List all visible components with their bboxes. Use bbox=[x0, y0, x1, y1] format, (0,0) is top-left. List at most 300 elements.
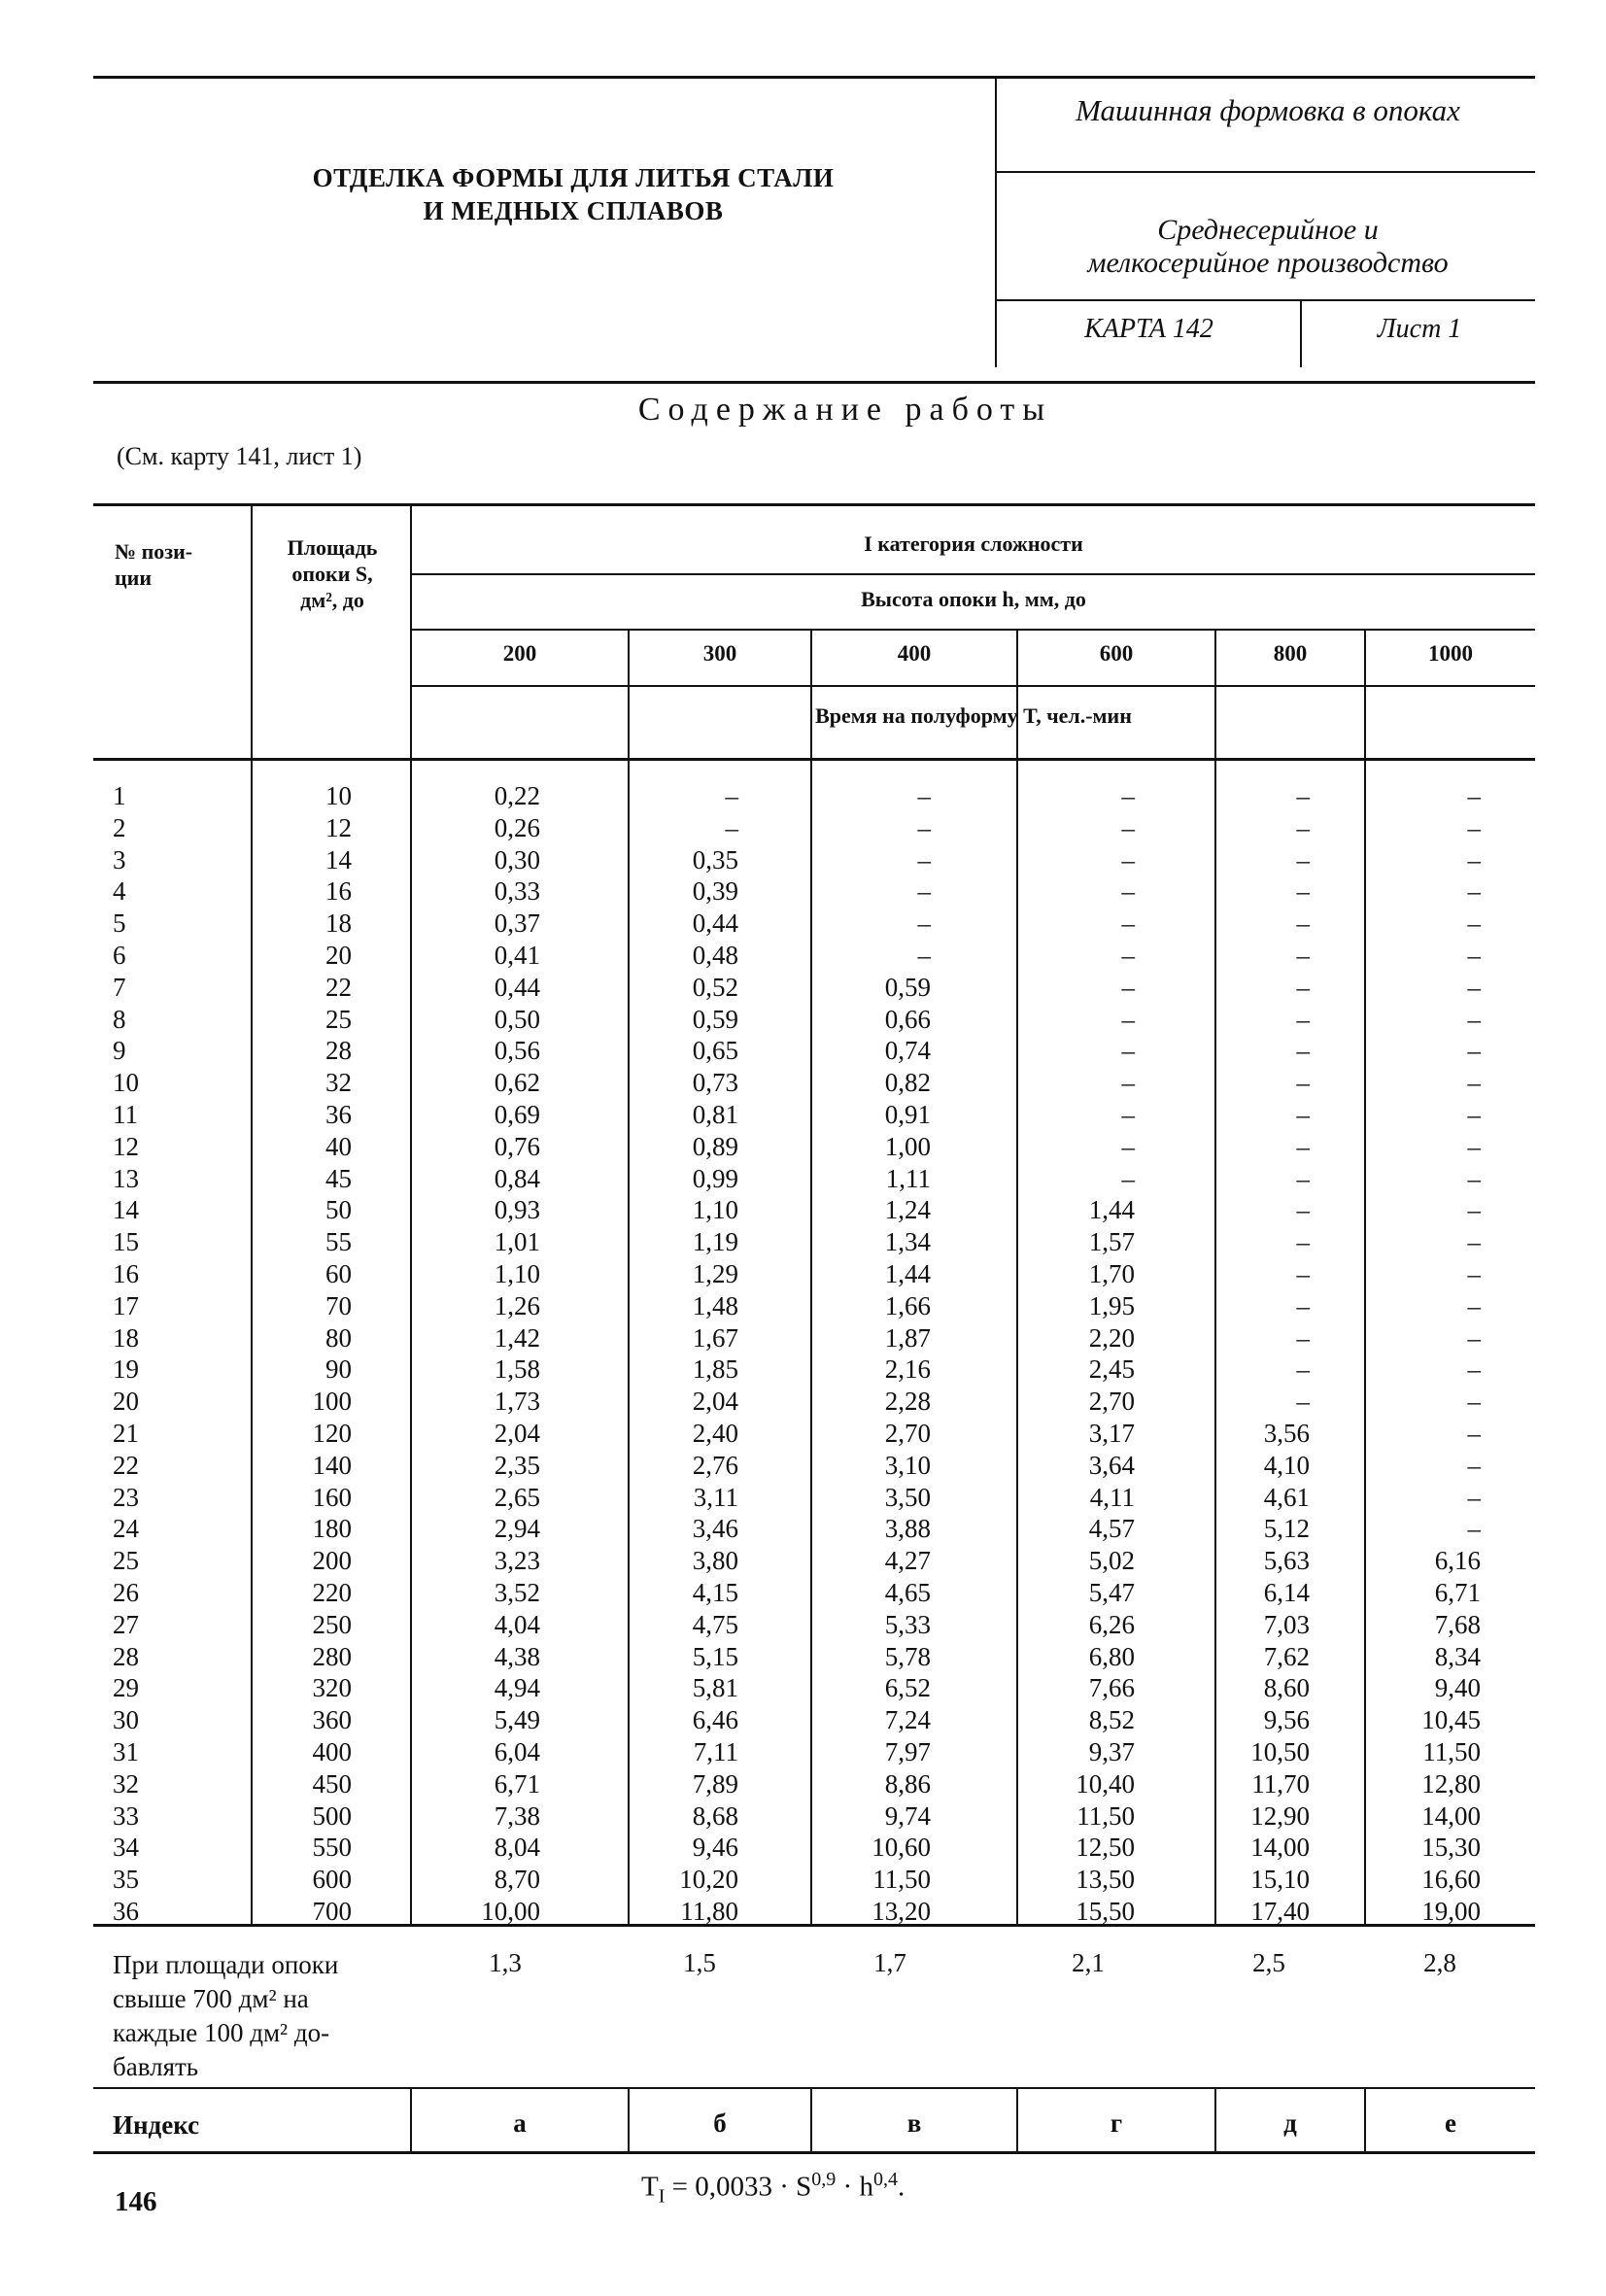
time-cell: – bbox=[1467, 1195, 1481, 1225]
header-title-line1: ОТДЕЛКА ФОРМЫ ДЛЯ ЛИТЬЯ СТАЛИ bbox=[312, 163, 835, 192]
formula-t: T bbox=[641, 2171, 659, 2203]
time-cell: 3,50 bbox=[884, 1482, 931, 1512]
extra-area-label-line2: свыше 700 дм² на bbox=[113, 1984, 309, 2013]
time-cell: 4,65 bbox=[884, 1577, 931, 1607]
extra-area-label-line4: бавлять bbox=[113, 2052, 199, 2081]
time-cell: 2,28 bbox=[884, 1387, 931, 1417]
time-cell: – bbox=[1467, 812, 1481, 842]
area-cell: 18 bbox=[325, 908, 352, 939]
time-cell: 3,17 bbox=[1088, 1418, 1135, 1448]
time-cell: – bbox=[1467, 1450, 1481, 1480]
time-cell: – bbox=[1467, 1387, 1481, 1417]
time-cell: – bbox=[1467, 1068, 1481, 1098]
time-cell: 0,76 bbox=[494, 1131, 540, 1161]
positions-column bbox=[113, 780, 210, 1928]
time-cell: 2,76 bbox=[692, 1450, 738, 1480]
production-type bbox=[1001, 214, 1535, 280]
area-cell: 120 bbox=[312, 1418, 352, 1448]
time-cell: 1,26 bbox=[494, 1290, 540, 1320]
index-a: а bbox=[513, 2108, 527, 2138]
time-cell: – bbox=[1296, 1322, 1310, 1353]
position-cell: 4 bbox=[113, 876, 126, 907]
time-cell: 1,00 bbox=[884, 1131, 931, 1161]
time-cell: 16,60 bbox=[1421, 1865, 1481, 1895]
area-cell: 32 bbox=[325, 1068, 352, 1098]
time-cell: 1,10 bbox=[692, 1195, 738, 1225]
time-cell: – bbox=[1296, 844, 1310, 874]
see-reference: (См. карту 141, лист 1) bbox=[117, 442, 362, 470]
time-cell: 0,26 bbox=[494, 812, 540, 842]
time-cell: – bbox=[1121, 908, 1135, 939]
time-cell: 12,80 bbox=[1421, 1768, 1481, 1799]
time-cell: 0,89 bbox=[692, 1131, 738, 1161]
time-cell: 0,35 bbox=[692, 844, 738, 874]
time-cell: 0,93 bbox=[494, 1195, 540, 1225]
col-position-header-line2: ции bbox=[115, 565, 153, 590]
position-cell: 35 bbox=[113, 1865, 139, 1895]
area-cell: 200 bbox=[312, 1546, 352, 1576]
position-cell: 1 bbox=[113, 781, 126, 810]
time-cell: 2,94 bbox=[494, 1514, 540, 1544]
time-cell: 10,20 bbox=[679, 1865, 738, 1895]
time-cell: 4,57 bbox=[1088, 1514, 1135, 1544]
time-cell: 10,40 bbox=[1076, 1768, 1135, 1799]
position-cell: 28 bbox=[113, 1641, 139, 1671]
time-cell: 0,52 bbox=[692, 972, 738, 1002]
time-cell: – bbox=[1296, 1131, 1310, 1161]
height-1000: 1000 bbox=[1428, 641, 1473, 666]
time-cell: 4,27 bbox=[884, 1546, 931, 1576]
col-area-header-line1: Площадь bbox=[287, 535, 378, 560]
complexity-category: I категория сложности bbox=[864, 531, 1083, 556]
time-cell: – bbox=[917, 940, 931, 970]
values-column-200 bbox=[412, 780, 540, 1928]
area-cell: 280 bbox=[312, 1641, 352, 1671]
area-cell: 70 bbox=[325, 1290, 352, 1320]
position-cell: 25 bbox=[113, 1546, 139, 1576]
time-cell: 9,46 bbox=[692, 1833, 738, 1863]
extra-value-600: 2,1 bbox=[1072, 1948, 1105, 1977]
time-cell: – bbox=[725, 812, 738, 842]
time-cell: 3,46 bbox=[692, 1514, 738, 1544]
area-cell: 25 bbox=[325, 1004, 352, 1034]
values-column-300 bbox=[630, 780, 738, 1928]
time-cell: 0,99 bbox=[692, 1163, 738, 1193]
time-cell: 0,91 bbox=[884, 1099, 931, 1129]
time-cell: 6,14 bbox=[1263, 1577, 1310, 1607]
time-cell: 5,78 bbox=[884, 1641, 931, 1671]
time-cell: 0,74 bbox=[884, 1036, 931, 1066]
position-cell: 36 bbox=[113, 1896, 139, 1926]
time-cell: 9,74 bbox=[884, 1800, 931, 1831]
time-cell: 6,46 bbox=[692, 1705, 738, 1735]
time-cell: 2,04 bbox=[494, 1418, 540, 1448]
time-cell: – bbox=[917, 876, 931, 907]
index-b: б bbox=[713, 2108, 727, 2138]
area-cell: 45 bbox=[325, 1163, 352, 1193]
time-cell: 3,52 bbox=[494, 1577, 540, 1607]
position-cell: 31 bbox=[113, 1736, 139, 1766]
time-cell: 7,03 bbox=[1263, 1609, 1310, 1639]
position-cell: 29 bbox=[113, 1673, 139, 1703]
time-cell: 1,01 bbox=[494, 1227, 540, 1257]
position-cell: 30 bbox=[113, 1705, 139, 1735]
time-cell: – bbox=[1467, 1482, 1481, 1512]
values-column-1000 bbox=[1366, 780, 1481, 1928]
time-cell: 4,38 bbox=[494, 1641, 540, 1671]
time-cell: 1,10 bbox=[494, 1258, 540, 1288]
values-column-400 bbox=[812, 780, 931, 1928]
time-cell: – bbox=[725, 781, 738, 810]
time-cell: 0,59 bbox=[884, 972, 931, 1002]
time-cell: 11,50 bbox=[1076, 1800, 1135, 1831]
area-cell: 450 bbox=[312, 1768, 352, 1799]
position-cell: 8 bbox=[113, 1004, 126, 1034]
page-number: 146 bbox=[115, 2186, 157, 2217]
area-cell: 100 bbox=[312, 1387, 352, 1417]
position-cell: 13 bbox=[113, 1163, 139, 1193]
values-column-800 bbox=[1216, 780, 1310, 1928]
time-cell: 6,71 bbox=[494, 1768, 540, 1799]
time-cell: 1,42 bbox=[494, 1322, 540, 1353]
time-cell: 4,94 bbox=[494, 1673, 540, 1703]
time-cell: – bbox=[917, 781, 931, 810]
area-cell: 10 bbox=[325, 781, 352, 810]
time-cell: – bbox=[1121, 876, 1135, 907]
header-title-line2: И МЕДНЫХ СПЛАВОВ bbox=[423, 196, 724, 225]
time-cell: – bbox=[1467, 1322, 1481, 1353]
extra-value-200: 1,3 bbox=[489, 1948, 522, 1977]
time-cell: 2,70 bbox=[884, 1418, 931, 1448]
time-cell: 0,30 bbox=[494, 844, 540, 874]
time-cell: 1,34 bbox=[884, 1227, 931, 1257]
time-cell: 15,50 bbox=[1076, 1896, 1135, 1926]
time-cell: 0,56 bbox=[494, 1036, 540, 1066]
extra-value-800: 2,5 bbox=[1252, 1948, 1285, 1977]
time-cell: 2,40 bbox=[692, 1418, 738, 1448]
header-title bbox=[175, 161, 972, 227]
time-cell: – bbox=[1121, 844, 1135, 874]
position-cell: 24 bbox=[113, 1514, 139, 1544]
col-area-header bbox=[255, 534, 410, 613]
time-cell: 1,44 bbox=[884, 1258, 931, 1288]
time-cell: – bbox=[1467, 876, 1481, 907]
time-cell: – bbox=[1467, 1163, 1481, 1193]
time-cell: – bbox=[1296, 1099, 1310, 1129]
area-cell: 55 bbox=[325, 1227, 352, 1257]
position-cell: 3 bbox=[113, 844, 126, 874]
time-cell: 3,11 bbox=[693, 1482, 738, 1512]
area-cell: 22 bbox=[325, 972, 352, 1002]
time-cell: – bbox=[1296, 781, 1310, 810]
position-cell: 9 bbox=[113, 1036, 126, 1066]
time-cell: – bbox=[1121, 781, 1135, 810]
time-cell: 12,90 bbox=[1250, 1800, 1310, 1831]
time-cell: 8,52 bbox=[1088, 1705, 1135, 1735]
time-cell: 0,22 bbox=[494, 781, 540, 810]
position-cell: 26 bbox=[113, 1577, 139, 1607]
extra-area-label-line1: При площади опоки bbox=[113, 1950, 339, 1979]
time-cell: 7,24 bbox=[884, 1705, 931, 1735]
time-cell: 12,50 bbox=[1076, 1833, 1135, 1863]
time-cell: 2,65 bbox=[494, 1482, 540, 1512]
time-cell: 3,56 bbox=[1263, 1418, 1310, 1448]
time-cell: – bbox=[917, 812, 931, 842]
time-cell: – bbox=[1121, 1131, 1135, 1161]
time-cell: 7,89 bbox=[692, 1768, 738, 1799]
time-cell: 10,45 bbox=[1421, 1705, 1481, 1735]
time-cell: 11,70 bbox=[1251, 1768, 1310, 1799]
time-cell: 11,80 bbox=[680, 1896, 738, 1926]
content-heading: Содержание работы bbox=[637, 392, 1053, 428]
time-cell: – bbox=[1296, 1036, 1310, 1066]
area-cell: 140 bbox=[312, 1450, 352, 1480]
time-cell: – bbox=[1296, 1258, 1310, 1288]
time-cell: 0,41 bbox=[494, 940, 540, 970]
time-cell: 0,39 bbox=[692, 876, 738, 907]
time-cell: – bbox=[1296, 876, 1310, 907]
time-cell: 1,58 bbox=[494, 1354, 540, 1385]
position-cell: 7 bbox=[113, 972, 126, 1002]
time-cell: 17,40 bbox=[1250, 1896, 1310, 1926]
time-cell: 6,04 bbox=[494, 1736, 540, 1766]
time-cell: 8,86 bbox=[884, 1768, 931, 1799]
extra-area-label-line3: каждые 100 дм² до- bbox=[113, 2018, 330, 2047]
time-cell: 10,60 bbox=[871, 1833, 931, 1863]
time-cell: – bbox=[917, 844, 931, 874]
position-cell: 2 bbox=[113, 812, 126, 842]
position-cell: 22 bbox=[113, 1450, 139, 1480]
time-cell: – bbox=[1467, 1131, 1481, 1161]
time-cell: 2,20 bbox=[1088, 1322, 1135, 1353]
time-cell: 2,16 bbox=[884, 1354, 931, 1385]
time-cell: – bbox=[1121, 940, 1135, 970]
time-cell: 9,40 bbox=[1434, 1673, 1481, 1703]
time-cell: 1,57 bbox=[1088, 1227, 1135, 1257]
time-cell: 2,45 bbox=[1088, 1354, 1135, 1385]
formula-s-exp: 0,9 bbox=[811, 2169, 837, 2190]
time-cell: 9,37 bbox=[1088, 1736, 1135, 1766]
time-cell: 6,26 bbox=[1088, 1609, 1135, 1639]
time-cell: – bbox=[1467, 940, 1481, 970]
time-cell: 3,64 bbox=[1088, 1450, 1135, 1480]
time-cell: 9,56 bbox=[1263, 1705, 1310, 1735]
time-cell: 4,61 bbox=[1263, 1482, 1310, 1512]
formula-h-exp: 0,4 bbox=[872, 2169, 898, 2190]
position-cell: 14 bbox=[113, 1195, 139, 1225]
time-cell: – bbox=[1296, 1163, 1310, 1193]
area-cell: 40 bbox=[325, 1131, 352, 1161]
height-200: 200 bbox=[502, 641, 537, 666]
height-800: 800 bbox=[1273, 641, 1308, 666]
position-cell: 10 bbox=[113, 1068, 139, 1098]
time-cell: 4,04 bbox=[494, 1609, 540, 1639]
time-cell: 3,88 bbox=[884, 1514, 931, 1544]
position-cell: 21 bbox=[113, 1418, 139, 1448]
card-number: КАРТА 142 bbox=[1084, 314, 1213, 344]
time-cell: 0,69 bbox=[494, 1099, 540, 1129]
time-cell: 1,29 bbox=[692, 1258, 738, 1288]
position-cell: 11 bbox=[113, 1099, 138, 1129]
col-area-header-line3: дм², до bbox=[300, 588, 364, 612]
time-cell: – bbox=[1467, 1036, 1481, 1066]
time-cell: 13,20 bbox=[871, 1896, 931, 1926]
position-cell: 15 bbox=[113, 1227, 139, 1257]
time-cell: – bbox=[1296, 1387, 1310, 1417]
time-cell: 0,84 bbox=[494, 1163, 540, 1193]
production-type-line2: мелкосерийное производство bbox=[1087, 247, 1449, 279]
time-cell: 4,11 bbox=[1089, 1482, 1135, 1512]
time-cell: 6,16 bbox=[1434, 1546, 1481, 1576]
time-cell: 1,48 bbox=[692, 1290, 738, 1320]
time-cell: – bbox=[1467, 1004, 1481, 1034]
formula-t-sub: I bbox=[658, 2185, 666, 2208]
position-cell: 12 bbox=[113, 1131, 139, 1161]
time-cell: – bbox=[1467, 1099, 1481, 1129]
time-cell: 0,37 bbox=[494, 908, 540, 939]
time-cell: 1,87 bbox=[884, 1322, 931, 1353]
time-cell: – bbox=[1121, 812, 1135, 842]
time-cell: – bbox=[1296, 972, 1310, 1002]
area-cell: 60 bbox=[325, 1258, 352, 1288]
time-cell: 0,62 bbox=[494, 1068, 540, 1098]
time-cell: 0,65 bbox=[692, 1036, 738, 1066]
time-cell: 5,49 bbox=[494, 1705, 540, 1735]
height-400: 400 bbox=[897, 641, 932, 666]
time-cell: – bbox=[1296, 812, 1310, 842]
area-cell: 320 bbox=[312, 1673, 352, 1703]
area-cell: 400 bbox=[312, 1736, 352, 1766]
production-type-line1: Среднесерийное и bbox=[1157, 214, 1379, 246]
time-cell: – bbox=[1121, 1163, 1135, 1193]
area-cell: 700 bbox=[312, 1896, 352, 1926]
time-cell: 4,75 bbox=[692, 1609, 738, 1639]
position-cell: 34 bbox=[113, 1833, 139, 1863]
time-cell: – bbox=[1296, 1290, 1310, 1320]
time-cell: 1,67 bbox=[692, 1322, 738, 1353]
area-cell: 14 bbox=[325, 844, 352, 874]
time-cell: – bbox=[1121, 1099, 1135, 1129]
extra-value-400: 1,7 bbox=[873, 1948, 906, 1977]
index-g: г bbox=[1110, 2108, 1123, 2138]
time-cell: 10,50 bbox=[1250, 1736, 1310, 1766]
time-cell: – bbox=[1296, 1354, 1310, 1385]
time-cell: 10,00 bbox=[481, 1896, 540, 1926]
time-cell: 7,97 bbox=[884, 1736, 931, 1766]
time-cell: 0,48 bbox=[692, 940, 738, 970]
col-area-header-line2: опоки S, bbox=[291, 562, 373, 586]
area-cell: 360 bbox=[312, 1705, 352, 1735]
time-cell: – bbox=[1467, 1514, 1481, 1544]
area-cell: 50 bbox=[325, 1195, 352, 1225]
time-cell: – bbox=[917, 908, 931, 939]
position-cell: 5 bbox=[113, 908, 126, 939]
time-cell: – bbox=[1296, 940, 1310, 970]
extra-value-300: 1,5 bbox=[683, 1948, 716, 1977]
col-position-header-line1: № пози- bbox=[115, 539, 193, 564]
time-cell: 14,00 bbox=[1421, 1800, 1481, 1831]
time-cell: 8,68 bbox=[692, 1800, 738, 1831]
time-cell: 4,10 bbox=[1263, 1450, 1310, 1480]
area-cell: 20 bbox=[325, 940, 352, 970]
time-cell: 7,62 bbox=[1263, 1641, 1310, 1671]
index-d: д bbox=[1283, 2108, 1297, 2138]
time-cell: 11,50 bbox=[1422, 1736, 1481, 1766]
time-cell: – bbox=[1121, 1036, 1135, 1066]
time-cell: – bbox=[1296, 908, 1310, 939]
time-cell: 0,81 bbox=[692, 1099, 738, 1129]
time-cell: 5,12 bbox=[1263, 1514, 1310, 1544]
time-cell: 1,66 bbox=[884, 1290, 931, 1320]
area-cell: 180 bbox=[312, 1514, 352, 1544]
time-cell: 0,33 bbox=[494, 876, 540, 907]
position-cell: 6 bbox=[113, 940, 126, 970]
time-cell: 15,30 bbox=[1421, 1833, 1481, 1863]
time-cell: 0,44 bbox=[692, 908, 738, 939]
time-cell: 2,04 bbox=[692, 1387, 738, 1417]
time-cell: – bbox=[1467, 972, 1481, 1002]
time-cell: 1,24 bbox=[884, 1195, 931, 1225]
area-cell: 160 bbox=[312, 1482, 352, 1512]
time-cell: 2,70 bbox=[1088, 1387, 1135, 1417]
time-cell: 8,60 bbox=[1263, 1673, 1310, 1703]
time-cell: – bbox=[1121, 972, 1135, 1002]
time-cell: 15,10 bbox=[1250, 1865, 1310, 1895]
time-cell: 8,34 bbox=[1434, 1641, 1481, 1671]
time-cell: 5,81 bbox=[692, 1673, 738, 1703]
time-cell: 1,19 bbox=[692, 1227, 738, 1257]
position-cell: 16 bbox=[113, 1258, 139, 1288]
time-formula bbox=[641, 2169, 905, 2208]
position-cell: 19 bbox=[113, 1354, 139, 1385]
time-cell: 5,47 bbox=[1088, 1577, 1135, 1607]
height-300: 300 bbox=[702, 641, 737, 666]
time-cell: – bbox=[1296, 1004, 1310, 1034]
time-cell: 0,66 bbox=[884, 1004, 931, 1034]
time-cell: – bbox=[1467, 1227, 1481, 1257]
area-cell: 220 bbox=[312, 1577, 352, 1607]
time-cell: 7,38 bbox=[494, 1800, 540, 1831]
time-cell: 4,15 bbox=[692, 1577, 738, 1607]
time-cell: 1,44 bbox=[1088, 1195, 1135, 1225]
time-cell: 19,00 bbox=[1421, 1896, 1481, 1926]
time-cell: – bbox=[1296, 1227, 1310, 1257]
time-cell: 0,73 bbox=[692, 1068, 738, 1098]
time-cell: 6,80 bbox=[1088, 1641, 1135, 1671]
area-cell: 36 bbox=[325, 1099, 352, 1129]
position-cell: 18 bbox=[113, 1322, 139, 1353]
time-cell: 13,50 bbox=[1076, 1865, 1135, 1895]
molding-method: Машинная формовка в опоках bbox=[1076, 93, 1460, 127]
time-cell: 8,70 bbox=[494, 1865, 540, 1895]
col-position-header bbox=[115, 538, 241, 591]
time-cell: – bbox=[1467, 1354, 1481, 1385]
areas-column bbox=[255, 780, 352, 1928]
time-cell: 6,52 bbox=[884, 1673, 931, 1703]
values-column-600 bbox=[1018, 780, 1135, 1928]
time-cell: – bbox=[1296, 1195, 1310, 1225]
time-cell: 2,35 bbox=[494, 1450, 540, 1480]
time-cell: – bbox=[1121, 1068, 1135, 1098]
time-cell: 5,15 bbox=[692, 1641, 738, 1671]
area-cell: 12 bbox=[325, 812, 352, 842]
area-cell: 28 bbox=[325, 1036, 352, 1066]
time-cell: 8,04 bbox=[494, 1833, 540, 1863]
time-cell: 7,68 bbox=[1434, 1609, 1481, 1639]
time-cell: 0,44 bbox=[494, 972, 540, 1002]
time-cell: 1,95 bbox=[1088, 1290, 1135, 1320]
time-cell: 7,11 bbox=[693, 1736, 738, 1766]
